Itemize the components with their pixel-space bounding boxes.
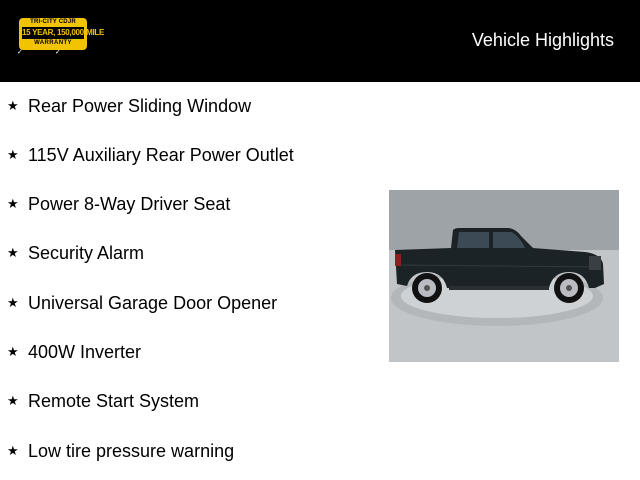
page-title: Vehicle Highlights xyxy=(471,30,614,50)
vehicle-photo xyxy=(389,190,619,362)
star-icon: ★ xyxy=(7,196,19,211)
star-icon: ★ xyxy=(7,98,19,113)
feature-label: Security Alarm xyxy=(28,243,145,263)
check-icon: ✓ xyxy=(55,49,61,56)
star-icon: ★ xyxy=(7,245,19,260)
list-item xyxy=(0,145,380,169)
check-icon: ✓ xyxy=(17,49,23,56)
star-icon: ★ xyxy=(7,147,19,162)
list-item xyxy=(0,293,380,317)
feature-label: 115V Auxiliary Rear Power Outlet xyxy=(28,145,294,165)
feature-label: Universal Garage Door Opener xyxy=(28,293,278,313)
list-item xyxy=(0,96,380,120)
list-item xyxy=(0,194,380,218)
badge-check-icons xyxy=(17,48,67,58)
feature-label: Rear Power Sliding Window xyxy=(28,96,252,116)
list-item xyxy=(0,342,380,366)
feature-label: Low tire pressure warning xyxy=(28,441,235,461)
header-bar xyxy=(0,0,640,82)
badge-warranty-term: 15 YEAR, 150,000-MILE xyxy=(22,28,105,37)
star-icon: ★ xyxy=(7,393,19,408)
star-icon: ★ xyxy=(7,344,19,359)
badge-dealer-name: TRI-CITY CDJR xyxy=(30,19,76,25)
pickup-truck-icon xyxy=(389,190,619,362)
badge-warranty-label: WARRANTY xyxy=(34,40,72,46)
star-icon: ★ xyxy=(7,295,19,310)
feature-label: Remote Start System xyxy=(28,391,200,411)
list-item xyxy=(0,441,380,465)
feature-label: Power 8-Way Driver Seat xyxy=(28,194,231,214)
list-item xyxy=(0,243,380,267)
feature-label: 400W Inverter xyxy=(28,342,142,362)
star-icon: ★ xyxy=(7,443,19,458)
list-item xyxy=(0,391,380,415)
warranty-badge-logo xyxy=(19,18,105,50)
